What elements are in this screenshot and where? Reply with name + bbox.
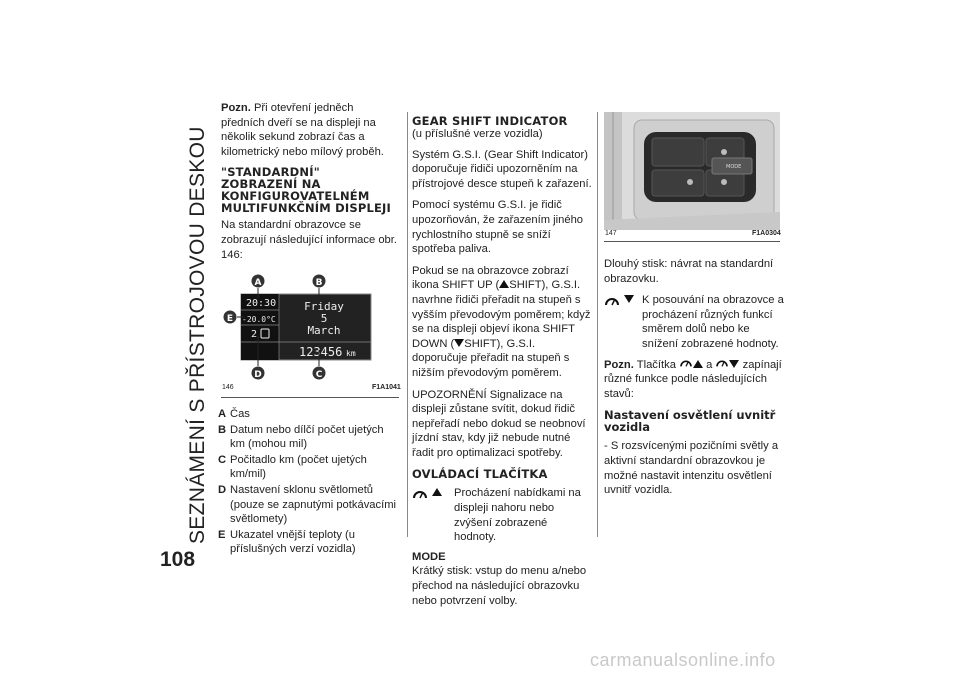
callout-a-label: A (254, 278, 262, 288)
display-temp: -20.0°C (242, 315, 276, 324)
gsi-paragraph-1: Systém G.S.I. (Gear Shift Indicator) doporučuje řidiči upozorněním na přístrojové desce stupeň k zařazení. (412, 148, 592, 190)
column-3 (604, 257, 784, 505)
sidebar-title: SEZNÁMENÍ S PŘÍSTROJOVOU DESKOU (186, 126, 209, 544)
legend-item: E Ukazatel vnější teploty (u příslušných verzí vozidla) (218, 528, 356, 556)
section-heading-display: "STANDARDNÍ" ZOBRAZENÍ NA KONFIGUROVATELNÉM MULTIFUNKČNÍM DISPLEJI (221, 165, 392, 216)
mode-label: MODE (412, 550, 446, 563)
lighting-paragraph: - S rozsvícenými pozičními světly a aktivní standardní obrazovkou je možné nastavit intenzitu osvětlení uvnitř vozidla. (604, 440, 779, 497)
arrow-down-icon (729, 360, 739, 368)
mode-paragraph: Krátký stisk: vstup do menu a/nebo přechod na následující obrazovku nebo potvrzení volby. (412, 565, 587, 607)
display-odometer: 123456 (299, 345, 343, 359)
figure-146-number: 146 (222, 384, 234, 391)
display-time: 20:30 (246, 298, 277, 309)
figure-146-rule (221, 397, 399, 398)
arrow-up-icon (693, 360, 703, 368)
display-odo-unit: km (346, 349, 356, 358)
long-press-paragraph: Dlouhý stisk: návrat na standardní obrazovku. (604, 258, 774, 285)
note-label: Pozn. (221, 102, 251, 114)
arrow-up-icon (432, 488, 442, 496)
display-illustration (221, 270, 399, 398)
column-divider (597, 112, 598, 537)
legend-item: B Datum nebo dílčí počet ujetých km (mohou mil) (218, 423, 384, 451)
column-1 (221, 101, 399, 269)
arrow-down-icon (624, 295, 634, 303)
up-button-desc: Procházení nabídkami na displeji nahoru nebo zvýšení zobrazené hodnoty. (412, 486, 592, 544)
figure-146-code: F1A1041 (372, 384, 401, 391)
dial-icon (604, 295, 620, 307)
legend-item: A Čas (218, 408, 250, 420)
down-button-desc: K posouvání na obrazovce a procházení různých funkcí směrem dolů nebo ke snížení zobrazené hodnoty. (604, 293, 784, 351)
callout-c-label: C (315, 370, 323, 380)
page-number: 108 (160, 548, 196, 571)
column-divider (407, 112, 408, 537)
column-2 (412, 115, 592, 615)
shift-up-icon (499, 280, 509, 288)
display-date: 5 (320, 312, 328, 325)
display-gear: 2 (251, 329, 258, 340)
watermark: carmanualsonline.info (590, 650, 776, 670)
display-day: Friday (304, 300, 344, 313)
dial-icon (715, 358, 729, 368)
controls-heading: OVLÁDACÍ TLAČÍTKA (412, 467, 548, 482)
figure-147-number: 147 (605, 230, 617, 237)
warning-paragraph: UPOZORNĚNÍ Signalizace na displeji zůstane svítit, dokud řidič nepřeřadí nebo dokud se neobnoví jízdní stav, kdy již nebude nutné řadit pro optimalizaci spotřeby. (412, 388, 586, 459)
gsi-paragraph-3: Pokud se na obrazovce zobrazí ikona SHIFT UP ( SHIFT), G.S.I. navrhne řidiči přeřadit na stupeň s vyšším převodovým poměrem; když se na displeji objeví ikona SHIFT DOWN ( SHIFT), G.S.I. doporučuje přeřadit na stupeň s nižším převodovým poměrem. (412, 264, 591, 379)
note-paragraph (221, 101, 399, 159)
callout-e-label: E (226, 314, 234, 324)
lighting-heading: Nastavení osvětlení uvnitř vozidla (604, 408, 776, 435)
mode-button-label: MODE (726, 164, 742, 170)
gsi-heading: GEAR SHIFT INDICATOR (412, 114, 568, 128)
legend-item: D Nastavení sklonu světlometů (pouze se zapnutými potkávacími světlomety) (218, 483, 397, 526)
gsi-paragraph-2: Pomocí systému G.S.I. je řidič upozorňován, že zařazením jiného rychlostního stupně se sníží spotřeba paliva. (412, 199, 584, 256)
callout-b-label: B (315, 278, 323, 288)
dial-icon (679, 358, 693, 368)
figure-147-rule (604, 241, 780, 242)
figure-147-code: F1A0304 (752, 230, 781, 237)
note-paragraph-2: Pozn. Tlačítka a zapínají různé funkce podle následujících stavů: (604, 358, 782, 400)
gsi-subtitle: (u příslušné verze vozidla) (412, 128, 543, 140)
legend-item: C Počitadlo km (počet ujetých km/mil) (218, 453, 367, 481)
dial-icon (412, 488, 428, 500)
display-month: March (307, 324, 341, 337)
intro-paragraph: Na standardní obrazovce se zobrazují následující informace obr. 146: (221, 219, 397, 261)
legend-list (218, 407, 400, 558)
shift-down-icon (454, 339, 464, 347)
callout-d-label: D (254, 370, 262, 380)
note-text: Při otevření jedněch předních dveří se na displeji na několik sekund zobrazí čas a kilometrický nebo mílový proběh. (221, 102, 384, 158)
figure-146 (221, 270, 399, 398)
buttons-illustration (604, 112, 780, 230)
figure-147 (604, 112, 780, 230)
